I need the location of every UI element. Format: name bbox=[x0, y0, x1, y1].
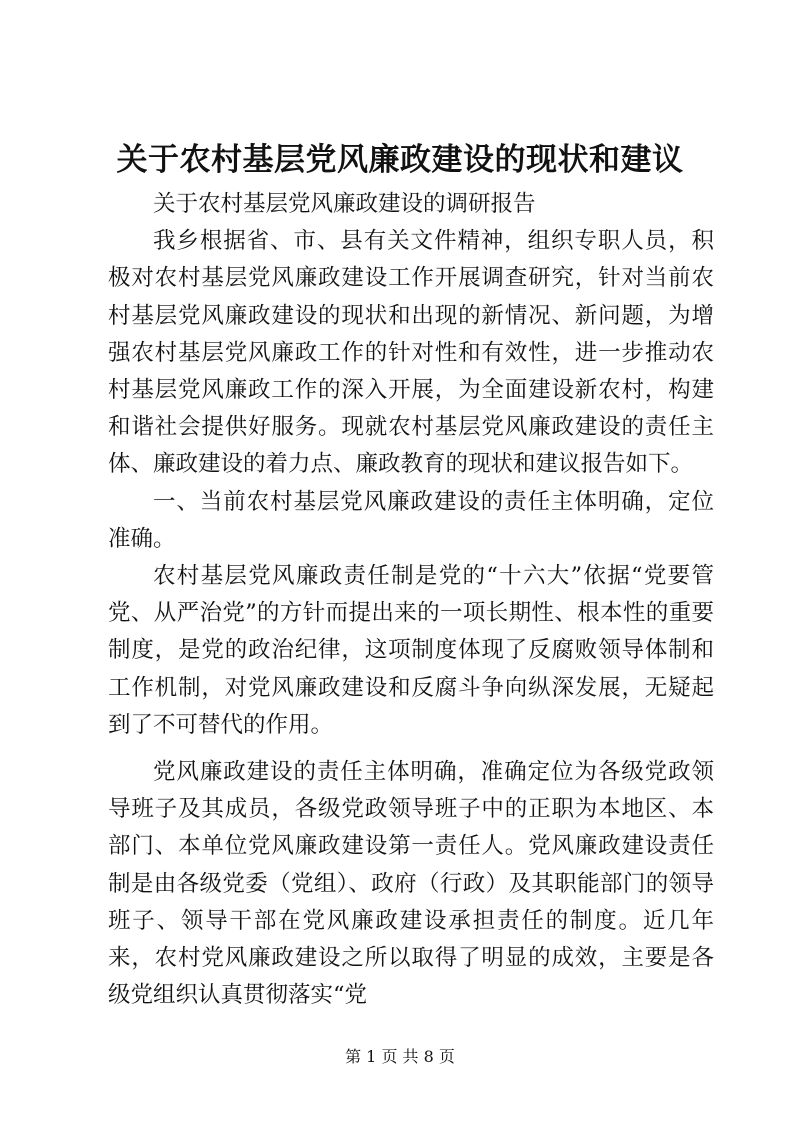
body-paragraph: 农村基层党风廉政责任制是党的“十六大”依据“党要管党、从严治党”的方针而提出来的一项长期性、根本性的重要制度，是党的政治纪律，这项制度体现了反腐败领导体制和工作机制，对党风廉政建设和反腐斗争向纵深发展，无疑起到了不可替代的作用。 bbox=[108, 563, 714, 738]
document-body bbox=[108, 186, 714, 1014]
intro-paragraph: 我乡根据省、市、县有关文件精神，组织专职人员，积极对农村基层党风廉政建设工作开展调查研究，针对当前农村基层党风廉政建设的现状和出现的新情况、新问题，为增强农村基层党风廉政工作的针对性和有效性，进一步推动农村基层党风廉政工作的深入开展，为全面建设新农村，构建和谐社会提供好服务。现就农村基层党风廉政建设的责任主体、廉政建设的着力点、廉政教育的现状和建议报告如下。 bbox=[108, 228, 714, 478]
section-heading: 一、当前农村基层党风廉政建设的责任主体明确，定位准确。 bbox=[108, 488, 714, 552]
subtitle-paragraph: 关于农村基层党风廉政建设的调研报告 bbox=[153, 191, 536, 217]
body-paragraph: 党风廉政建设的责任主体明确，准确定位为各级党政领导班子及其成员，各级党政领导班子中的正职为本地区、本部门、本单位党风廉政建设第一责任人。党风廉政建设责任制是由各级党委（党组）、政府（行政）及其职能部门的领导班子、领导干部在党风廉政建设承担责任的制度。近几年来，农村党风廉政建设之所以取得了明显的成效，主要是各级党组织认真贯彻落实“党 bbox=[108, 759, 714, 1009]
page-footer: 第 1 页 共 8 页 bbox=[345, 1047, 455, 1066]
document-title: 关于农村基层党风廉政建设的现状和建议 bbox=[116, 142, 684, 178]
